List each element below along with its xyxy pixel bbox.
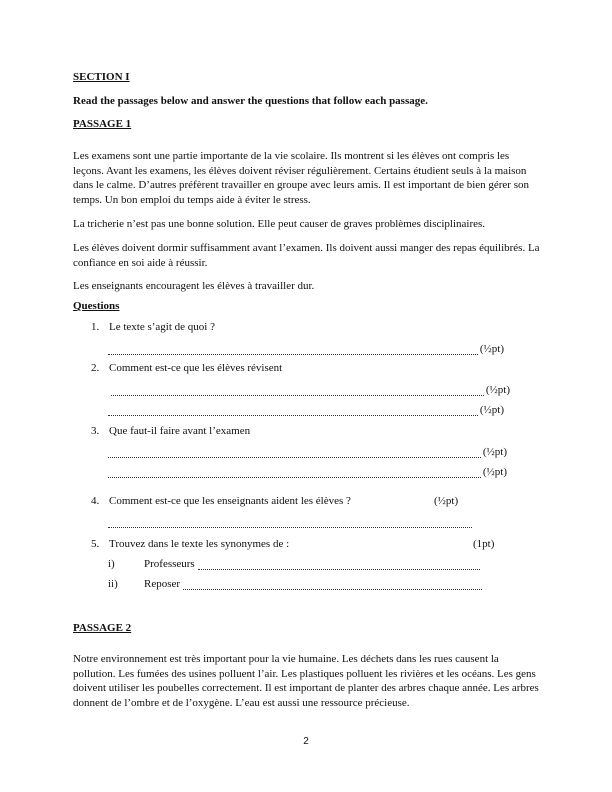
- points: (1pt): [473, 538, 495, 550]
- question-text: Comment est-ce que les élèves révisent: [109, 362, 283, 374]
- points: (½pt): [434, 495, 459, 507]
- answer-line: [108, 466, 507, 478]
- question-1: [91, 321, 215, 333]
- passage-2-title: PASSAGE 2: [73, 622, 132, 634]
- answer-line: [108, 343, 504, 355]
- question-number: 4.: [91, 495, 100, 507]
- synonym-item: [108, 558, 482, 570]
- item-label: ii): [108, 578, 118, 590]
- question-4: [91, 495, 351, 507]
- item-word: Professeurs: [144, 558, 195, 570]
- passage-1-paragraph: Les examens sont une partie importante de la vie scolaire. Ils montrent si les élèves ont compris les leçons. Avant les examens, les élèves doivent réviser régulièrement. Certains étudient seuls à la maison dans le calme. D’autres préfèrent travailler en groupe avec leurs amis. Il est important de bien gérer son temps. Un bon emploi du temps aide à éviter le stress.: [73, 150, 530, 207]
- answer-dots: [108, 468, 481, 478]
- answer-line: [111, 384, 510, 396]
- instructions: Read the passages below and answer the questions that follow each passage.: [73, 95, 428, 107]
- passage-1-title: PASSAGE 1: [73, 118, 132, 130]
- page-number: 2: [303, 736, 309, 747]
- passage-1-paragraph: Les élèves doivent dormir suffisamment avant l’examen. Ils doivent aussi manger des repas équilibrés. La confiance en soi aide à réussir.: [73, 242, 540, 269]
- question-text: Le texte s’agit de quoi ?: [109, 321, 215, 333]
- points: (½pt): [479, 343, 504, 355]
- question-5: [91, 538, 289, 550]
- answer-line: [108, 516, 474, 528]
- question-number: 5.: [91, 538, 100, 550]
- question-3: [91, 425, 250, 437]
- question-2: [91, 362, 282, 374]
- question-text: Que faut-il faire avant l’examen: [109, 425, 251, 437]
- answer-dots: [108, 406, 478, 416]
- question-number: 2.: [91, 362, 100, 374]
- points: (½pt): [485, 384, 510, 396]
- answer-dots: [198, 560, 480, 570]
- item-label: i): [108, 558, 115, 570]
- answer-dots: [183, 580, 482, 590]
- answer-dots: [111, 386, 484, 396]
- section-title: SECTION I: [73, 71, 130, 83]
- points: (½pt): [482, 446, 507, 458]
- passage-1-paragraph: La tricherie n’est pas une bonne solution. Elle peut causer de graves problèmes disciplinaires.: [73, 218, 486, 230]
- answer-line: [108, 446, 507, 458]
- points: (½pt): [482, 466, 507, 478]
- question-number: 3.: [91, 425, 100, 437]
- question-text: Comment est-ce que les enseignants aident les élèves ?: [109, 495, 351, 507]
- answer-dots: [108, 345, 478, 355]
- answer-line: [108, 404, 504, 416]
- answer-dots: [108, 448, 481, 458]
- questions-heading: Questions: [73, 300, 120, 312]
- passage-1-paragraph: Les enseignants encouragent les élèves à travailler dur.: [73, 280, 315, 292]
- question-text: Trouvez dans le texte les synonymes de :: [109, 538, 290, 550]
- synonym-item: [108, 578, 484, 590]
- item-word: Reposer: [144, 578, 181, 590]
- question-number: 1.: [91, 321, 100, 333]
- passage-2-paragraph: Notre environnement est très important pour la vie humaine. Les déchets dans les rues causent la pollution. Les fumées des usines polluent l’air. Les plastiques polluent les rivières et les océans. Les gens doivent utiliser les poubelles correctement. Il est important de planter des arbres chaque année. Les arbres donnent de l’ombre et de l’oxygène. L’eau est aussi une ressource précieuse.: [73, 653, 539, 710]
- points: (½pt): [479, 404, 504, 416]
- answer-dots: [108, 518, 472, 528]
